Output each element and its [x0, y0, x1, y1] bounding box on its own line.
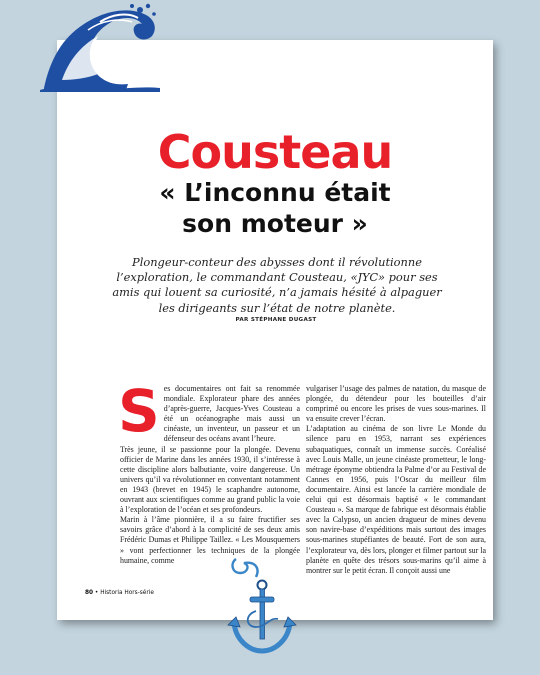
- paragraph: vulgariser l’usage des palmes de natation, du masque de plongée, du détendeur pour les bouteilles d’air comprimé ou encore les prises de vues sous-marines. Il va ensuite crever l’écran.: [306, 384, 486, 424]
- paragraph: Marin à l’âme pionnière, il a su faire fructifier ses savoirs grâce d’abord à la complicité de ses deux amis Frédéric Dumas et Philippe Taillez. « Les Mousquemers » vont perfectionner les techniques de la plongée humaine, comme: [120, 515, 300, 565]
- headline: [57, 125, 493, 238]
- footer-separator: •: [93, 590, 101, 596]
- text-column-1: [118, 377, 300, 566]
- paragraph: Très jeune, il se passionne pour la plongée. Devenu officier de Marine dans les années 1930, il s’intéresse à cette discipline alors balbutiante, voire dangereuse. Un univers qu’il va révolutionner en conventant notamment en 1943 (brevet en 1945) le scaphandre autonome, ouvrant aux scientifiques comme au grand public la voie à l’exploration de l’océan et ses profondeurs.: [120, 444, 300, 515]
- article-intro: Plongeur-conteur des abysses dont il révolutionne l’exploration, le commandant Cousteau, «JYC» pour ses amis qui louent sa curiosité, n’a jamais hésité à alpaguer les dirigeants sur l’état de notre planète.: [112, 255, 442, 315]
- paragraph: es documentaires ont fait sa renommée mondiale. Explorateur phare des années d’après-guerre, Jacques-Yves Cousteau a été un océanographe mais aussi un cinéaste, un inventeur, un passeur et un défenseur des océans avant l’heure.: [163, 384, 300, 444]
- text-column-2: [306, 384, 486, 576]
- wave-illustration: [40, 0, 160, 92]
- paragraph: L’adaptation au cinéma de son livre Le Monde du silence paru en 1953, narrant ses expériences subaquatiques, connaît un immense succès. Coréalisé avec Louis Malle, un jeune cinéaste prometteur, le long-métrage éponyme obtiendra la Palme d’or au Festival de Cannes en 1956, puis l’Oscar du meilleur film documentaire. Ainsi est lancée la carrière mondiale de celui qui est désormais baptisé « le commandant Cousteau ». Sa marque de fabrique est désormais établie avec la Calypso, un ancien dragueur de mines devenu son navire-base d’expéditions mais surtout des images sous-marines stupéfiantes de beauté. Fort de son aura, l’explorateur va, dès lors, plonger et filmer partout sur la planète en quête des trésors sous-marins qu’il aime à montrer sur le petit écran. Il conçoit aussi une: [306, 424, 486, 575]
- drop-cap: S: [118, 377, 160, 445]
- article-subtitle-line-2: son moteur »: [182, 209, 368, 238]
- publication-name: Historia Hors-série: [100, 590, 154, 596]
- page-footer: [85, 590, 154, 596]
- anchor-illustration: [226, 555, 298, 657]
- article-title: Cousteau: [157, 125, 393, 179]
- article-subtitle-line-1: « L’inconnu était: [159, 178, 391, 207]
- page-number: 80: [85, 590, 94, 596]
- article-byline: PAR STÉPHANE DUGAST: [235, 317, 317, 323]
